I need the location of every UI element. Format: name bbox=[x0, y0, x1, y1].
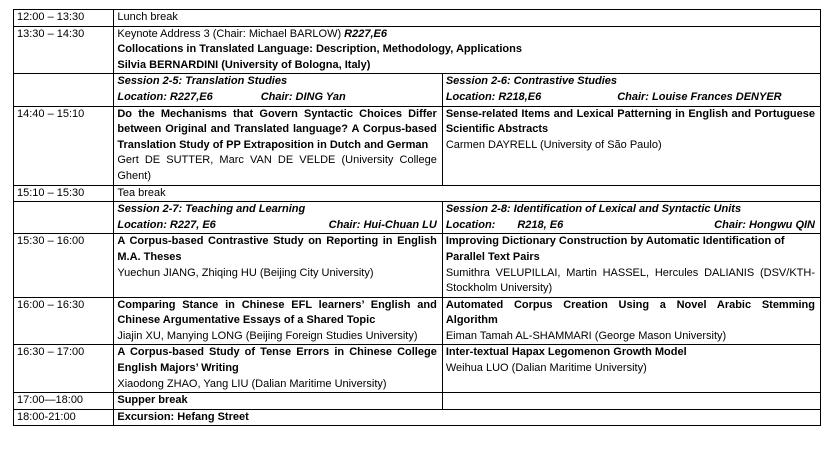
talk-authors: Sumithra VELUPILLAI, Martin HASSEL, Hercules DALIANIS (DSV/KTH-Stockholm University) bbox=[445, 266, 815, 295]
row-session-header-b bbox=[14, 202, 821, 234]
keynote-cell bbox=[114, 26, 821, 74]
session-location-chair bbox=[446, 218, 815, 234]
row-keynote bbox=[14, 26, 821, 74]
time-cell: 16:00 – 16:30 bbox=[14, 297, 114, 345]
row-supper bbox=[14, 393, 821, 410]
row-talk-1630 bbox=[14, 345, 821, 393]
lunch-break-label: Lunch break bbox=[114, 10, 821, 27]
talk-cell bbox=[114, 297, 442, 345]
session-location: Location: R227, E6 bbox=[117, 218, 216, 231]
time-cell: 16:30 – 17:00 bbox=[14, 345, 114, 393]
row-talk-1440 bbox=[14, 106, 821, 185]
talk-title: A Corpus-based Study of Tense Errors in Chinese College English Majors’ Writing bbox=[117, 346, 437, 375]
session-chair: Chair: Hui-Chuan LU bbox=[328, 218, 437, 231]
talk-title: Do the Mechanisms that Govern Syntactic Choices Differ between Original and Translated language? A Corpus-based Translation Study of PP Extraposition in Dutch and German bbox=[117, 107, 437, 151]
talk-title: Inter-textual Hapax Legomenon Growth Model bbox=[445, 346, 687, 359]
session-2-5-header bbox=[114, 74, 442, 106]
session-location-chair bbox=[446, 90, 815, 106]
row-tea bbox=[14, 185, 821, 202]
talk-cell bbox=[114, 345, 442, 393]
keynote-speaker: Silvia BERNARDINI (University of Bologna, Italy) bbox=[117, 58, 371, 71]
time-cell: 12:00 – 13:30 bbox=[14, 10, 114, 27]
time-cell: 15:10 – 15:30 bbox=[14, 185, 114, 202]
talk-cell bbox=[442, 106, 820, 185]
session-chair: Chair: Louise Frances DENYER bbox=[617, 90, 782, 103]
session-title: Session 2-5: Translation Studies bbox=[117, 75, 288, 88]
session-2-6-header bbox=[442, 74, 820, 106]
talk-cell bbox=[442, 234, 820, 297]
session-title: Session 2-6: Contrastive Studies bbox=[445, 75, 617, 88]
talk-title: Sense-related Items and Lexical Patterning in English and Portuguese Scientific Abstracts bbox=[445, 107, 815, 136]
keynote-room: R227,E6 bbox=[344, 27, 387, 40]
supper-break-label: Supper break bbox=[114, 393, 442, 410]
keynote-intro bbox=[117, 27, 815, 43]
session-location-label: Location: bbox=[445, 218, 496, 231]
talk-authors: Weihua LUO (Dalian Maritime University) bbox=[445, 362, 647, 375]
empty-cell bbox=[442, 393, 820, 410]
empty-time-cell bbox=[14, 74, 114, 106]
row-session-header-a bbox=[14, 74, 821, 106]
talk-authors: Eiman Tamah AL-SHAMMARI (George Mason University) bbox=[445, 329, 727, 342]
session-title: Session 2-7: Teaching and Learning bbox=[117, 203, 306, 216]
session-2-7-header bbox=[114, 202, 442, 234]
keynote-title: Collocations in Translated Language: Description, Methodology, Applications bbox=[117, 43, 522, 56]
time-cell: 13:30 – 14:30 bbox=[14, 26, 114, 74]
talk-cell bbox=[442, 345, 820, 393]
session-location bbox=[446, 218, 563, 234]
talk-cell bbox=[442, 297, 820, 345]
session-chair: Chair: Hongwu QIN bbox=[714, 218, 815, 231]
talk-authors: Carmen DAYRELL (University of São Paulo) bbox=[445, 138, 662, 151]
time-cell: 15:30 – 16:00 bbox=[14, 234, 114, 297]
row-lunch bbox=[14, 10, 821, 27]
talk-title: Automated Corpus Creation Using a Novel Arabic Stemming Algorithm bbox=[445, 298, 815, 327]
talk-title: Improving Dictionary Construction by Automatic Identification of Parallel Text Pairs bbox=[445, 235, 785, 263]
talk-cell bbox=[114, 234, 442, 297]
row-excursion bbox=[14, 409, 821, 426]
keynote-chair-text: Keynote Address 3 (Chair: Michael BARLOW) bbox=[117, 27, 345, 40]
time-cell: 18:00-21:00 bbox=[14, 409, 114, 426]
talk-authors: Yuechun JIANG, Zhiqing HU (Beijing City University) bbox=[117, 266, 374, 279]
talk-cell bbox=[114, 106, 442, 185]
session-location-chair bbox=[117, 90, 436, 106]
session-location: Location: R227,E6 bbox=[117, 90, 213, 103]
session-chair: Chair: DING Yan bbox=[260, 90, 346, 103]
tea-break-label: Tea break bbox=[114, 185, 821, 202]
schedule-table bbox=[13, 9, 821, 426]
talk-authors: Gert DE SUTTER, Marc VAN DE VELDE (University College Ghent) bbox=[117, 154, 437, 182]
session-2-8-header bbox=[442, 202, 820, 234]
row-talk-1600 bbox=[14, 297, 821, 345]
session-location-chair bbox=[117, 218, 436, 234]
session-location: Location: R218,E6 bbox=[445, 90, 542, 103]
session-title: Session 2-8: Identification of Lexical and Syntactic Units bbox=[445, 203, 742, 216]
time-cell: 14:40 – 15:10 bbox=[14, 106, 114, 185]
talk-authors: Xiaodong ZHAO, Yang LIU (Dalian Maritime University) bbox=[117, 377, 387, 390]
excursion-label: Excursion: Hefang Street bbox=[114, 409, 821, 426]
talk-title: A Corpus-based Contrastive Study on Reporting in English M.A. Theses bbox=[117, 235, 437, 263]
time-cell: 17:00—18:00 bbox=[14, 393, 114, 410]
session-room: R218, E6 bbox=[517, 218, 564, 231]
talk-title: Comparing Stance in Chinese EFL learners’ English and Chinese Argumentative Essays of a Shared Topic bbox=[117, 298, 437, 327]
empty-time-cell bbox=[14, 202, 114, 234]
talk-authors: Jiajin XU, Manying LONG (Beijing Foreign Studies University) bbox=[117, 329, 418, 342]
row-talk-1530 bbox=[14, 234, 821, 297]
